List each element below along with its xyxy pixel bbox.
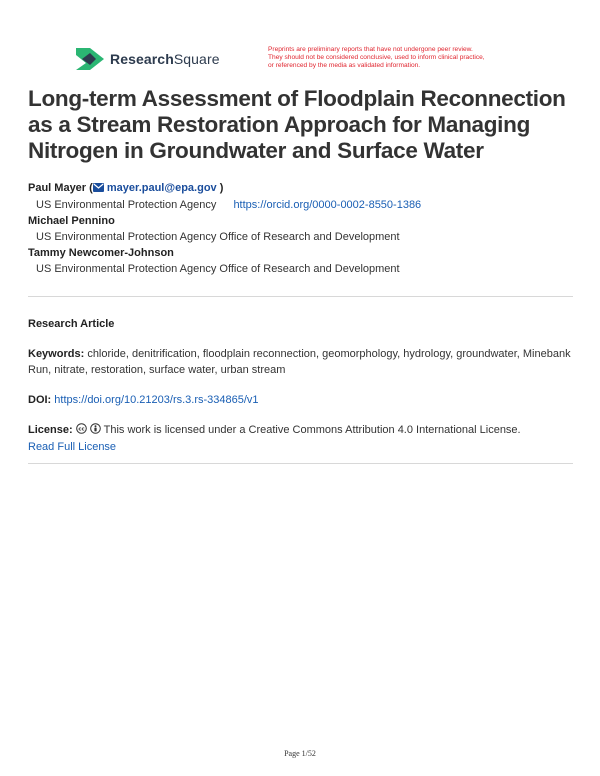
- author-email-link[interactable]: mayer.paul@epa.gov: [106, 182, 217, 194]
- doi-label: DOI:: [28, 394, 52, 406]
- keywords-text: chloride, denitrification, floodplain reconnection, geomorphology, hydrology, groundwater, Minebank Run, nitrate, restoration, surface water, urban stream: [28, 348, 571, 376]
- author-affiliation: US Environmental Protection Agency Office of Research and Development: [36, 231, 400, 243]
- preprint-notice-line: or referenced by the media as validated information.: [268, 62, 421, 69]
- author-entry: [28, 213, 578, 229]
- svg-text:cc: cc: [78, 426, 85, 433]
- preprint-notice: [268, 46, 538, 70]
- orcid-link[interactable]: https://orcid.org/0000-0002-8550-1386: [233, 199, 422, 211]
- paper-title-line: as a Stream Restoration Approach for Managing: [28, 112, 531, 137]
- preprint-notice-line: Preprints are preliminary reports that have not undergone peer review.: [268, 46, 473, 53]
- doi-section: [28, 392, 578, 408]
- creative-commons-icon: [76, 423, 87, 439]
- divider: [28, 463, 573, 464]
- license-label: License:: [28, 424, 73, 436]
- author-affiliation-text: US Environmental Protection Agency: [36, 199, 217, 211]
- research-square-logo[interactable]: [76, 48, 220, 70]
- paper-title-line: Long-term Assessment of Floodplain Reconnection: [28, 86, 566, 111]
- brand-name: [110, 51, 220, 67]
- page-number: Page 1/52: [284, 749, 316, 758]
- envelope-icon: [93, 181, 104, 197]
- keywords-label: Keywords:: [28, 348, 85, 360]
- doi-link[interactable]: https://doi.org/10.21203/rs.3.rs-334865/v1: [54, 394, 259, 406]
- paper-title: [28, 86, 578, 164]
- author-name: Tammy Newcomer-Johnson: [28, 247, 174, 259]
- read-full-license-link[interactable]: Read Full License: [28, 441, 117, 453]
- paper-title-line: Nitrogen in Groundwater and Surface Water: [28, 138, 484, 163]
- preprint-notice-line: They should not be considered conclusive, used to inform clinical practice,: [268, 54, 485, 61]
- author-affiliation: US Environmental Protection Agency Office of Research and Development: [36, 263, 400, 275]
- email-paren-close: ): [219, 182, 224, 194]
- author-name: Michael Pennino: [28, 215, 115, 227]
- brand-name-light: Square: [173, 51, 220, 67]
- keywords-section: [28, 346, 578, 378]
- author-entry: [28, 180, 578, 197]
- research-square-logo-icon: [76, 48, 104, 70]
- author-list: [28, 180, 578, 277]
- attribution-icon: [90, 423, 101, 439]
- license-section: [28, 422, 578, 455]
- article-type: Research Article: [28, 318, 115, 330]
- author-entry: [28, 245, 578, 261]
- author-affiliation: [28, 197, 578, 213]
- divider: [28, 296, 573, 297]
- author-name: Paul Mayer: [28, 182, 87, 194]
- license-text: This work is licensed under a Creative Commons Attribution 4.0 International License.: [103, 424, 521, 436]
- email-paren-open: (: [89, 182, 93, 194]
- brand-name-bold: Research: [110, 51, 174, 67]
